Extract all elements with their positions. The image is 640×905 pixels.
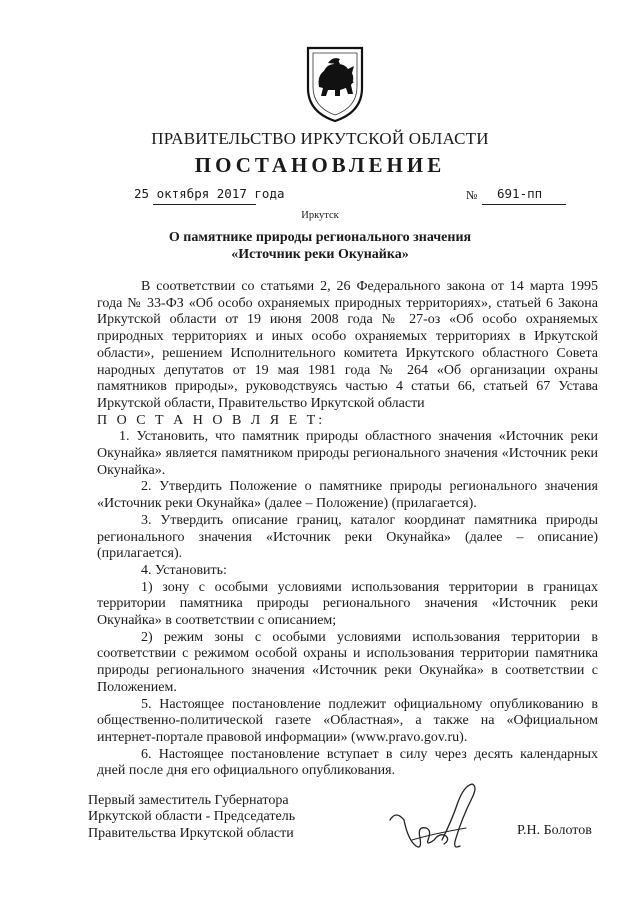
document-place: Иркутск [301,210,339,221]
signatory-position [88,793,295,842]
handwritten-signature [386,780,481,858]
organization-name: ПРАВИТЕЛЬСТВО ИРКУТСКОЙ ОБЛАСТИ [151,129,489,148]
number-sign: № [466,188,478,202]
clause-2: 2. Утвердить Положение о памятнике природы регионального значения «Источник реки Окунайка» (далее – Положение) (прилагается). [97,479,598,512]
clause-3: 3. Утвердить описание границ, каталог координат памятника природы регионального значения «Источник реки Окунайка» (далее – описание) (прилагается). [97,512,598,562]
document-number: 691-пп [497,186,543,201]
number-underline [482,204,566,205]
document-date: 25 октября 2017 года [134,186,285,201]
clause-6: 6. Настоящее постановление вступает в силу через десять календарных дней после дня его официального опубликования. [97,746,598,779]
clause-5: 5. Настоящее постановление подлежит официальному опубликованию в общественно-политической газете «Областная», а также на «Официальном интернет-портале правовой информации» (www.pravo.gov.ru). [97,696,598,745]
decree-heading: П О С Т А Н О В Л Я Е Т: [97,412,326,428]
clause-4: 4. Установить: [141,562,227,578]
preamble-paragraph: В соответствии со статьями 2, 26 Федерального закона от 14 марта 1995 года № 33-ФЗ «Об особо охраняемых природных территориях», статьей 6 Закона Иркутской области от 19 июня 2008 года № 27-оз «Об особо охраняемых природных территориях и иных особо охраняемых территориях в Иркутской области», решением Исполнительного комитета Иркутского областного Совета народных депутатов от 19 мая 1981 года № 264 «Об организации охраны памятников природы», руководствуясь частью 4 статьи 66, статьей 67 Устава Иркутской области, Правительство Иркутской области [97,279,598,411]
date-underline [153,204,256,205]
clause-4-2: 2) режим зоны с особыми условиями использования территории в соответствии с режимом особой охраны и использования территории памятника природы регионального значения «Источник реки Окунайка» в соответствии с Положением. [97,629,598,695]
document-title [0,229,640,263]
document-type: ПОСТАНОВЛЕНИЕ [194,153,446,177]
signatory-line-1: Первый заместитель Губернатора [88,793,289,808]
clause-4-1: 1) зону с особыми условиями использования территории в границах территории памятника природы регионального значения «Источник реки Окунайка» в соответствии с описанием; [97,579,598,629]
clause-1: 1. Установить, что памятник природы областного значения «Источник реки Окунайка» является памятником природы регионального значения «Источник реки Окунайка». [97,429,598,478]
title-line-2: «Источник реки Окунайка» [231,247,409,262]
signatory-line-3: Правительства Иркутской области [88,825,294,841]
signatory-name: Р.Н. Болотов [517,823,592,838]
title-line-1: О памятнике природы регионального значения [168,230,472,245]
signatory-line-2: Иркутской области - Председатель [88,809,296,825]
document-body [97,279,598,780]
coat-of-arms-emblem [300,42,370,124]
